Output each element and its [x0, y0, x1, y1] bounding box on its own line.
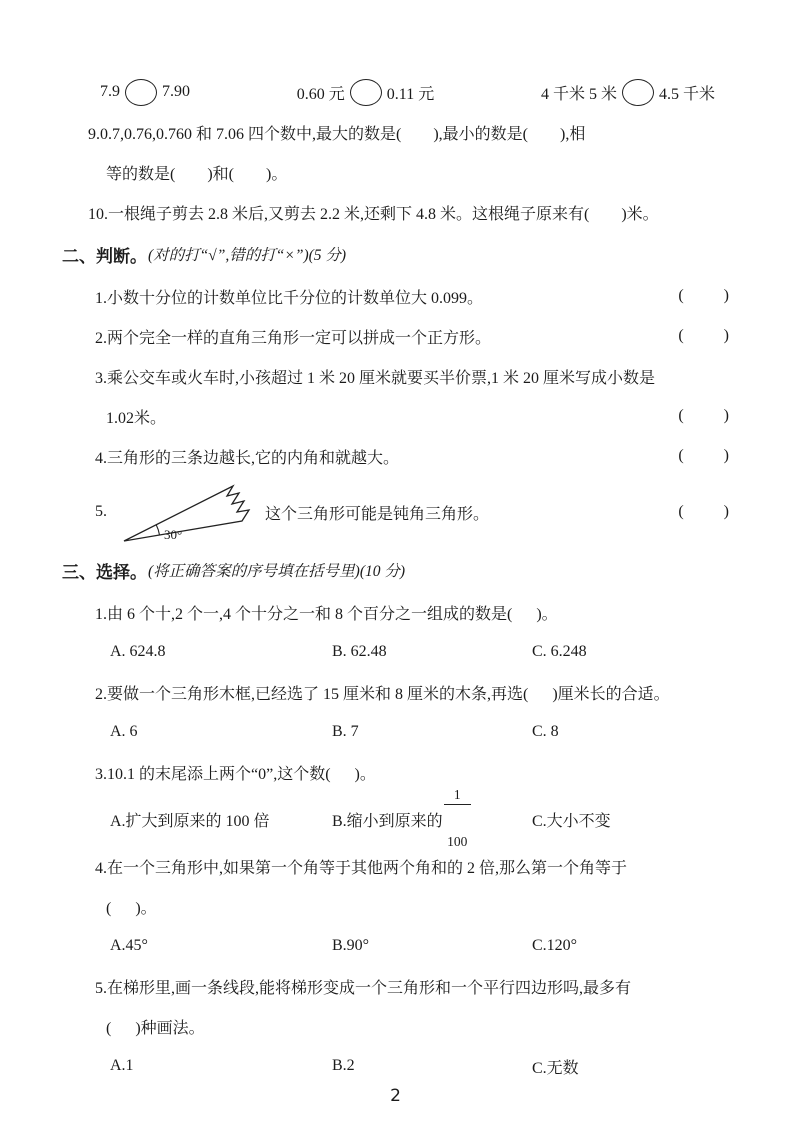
option-c: C.无数	[532, 1059, 579, 1077]
choice-1-options	[62, 632, 729, 672]
option-c: C.大小不变	[532, 812, 611, 830]
question-text: 4.在一个三角形中,如果第一个角等于其他两个角和的 2 倍,那么第一个角等于	[95, 859, 628, 877]
answer-bracket: ( )种画法。	[106, 1019, 205, 1037]
option-c: C.120°	[532, 937, 578, 954]
option-c: C. 8	[532, 723, 559, 740]
option-a: A. 624.8	[110, 643, 166, 660]
answer-bracket: ( )	[678, 287, 729, 304]
option-c: C. 6.248	[532, 643, 587, 660]
choice-question-5	[62, 966, 729, 1006]
question-text: 9.0.7,0.76,0.760 和 7.06 四个数中,最大的数是( ),最小的数是( ),相	[88, 125, 586, 143]
answer-bracket: ( )	[678, 407, 729, 424]
fill-question-10	[62, 192, 729, 232]
option-b: B. 7	[332, 723, 359, 740]
page-number-value: 2	[390, 1086, 401, 1106]
option-b: B.90°	[332, 937, 370, 954]
fraction-numerator: 1	[444, 788, 471, 805]
choice-question-1	[62, 592, 729, 632]
angle-label: 30°	[164, 527, 183, 542]
compare-right-value: 4.5 千米	[658, 85, 715, 103]
section-title: 三、选择。	[62, 562, 147, 582]
judge-item-2	[62, 316, 729, 356]
comparison-circle	[350, 79, 382, 106]
compare-left-value: 7.9	[100, 83, 120, 100]
choice-question-4-continued	[62, 886, 729, 926]
choice-3-options	[62, 786, 729, 850]
option-a: A.1	[110, 1057, 134, 1074]
fill-question-9	[62, 112, 729, 152]
compare-left-value: 0.60 元	[296, 85, 345, 103]
question-text: 等的数是( )和( )。	[106, 165, 288, 183]
page-number	[62, 1086, 729, 1121]
section-3-header	[62, 548, 729, 592]
question-text: 这个三角形可能是钝角三角形。	[265, 505, 490, 523]
question-text: 2.要做一个三角形木框,已经选了 15 厘米和 8 厘米的木条,再选( )厘米长的合适。	[95, 685, 670, 703]
question-text: 3.10.1 的末尾添上两个“0”,这个数( )。	[95, 765, 376, 783]
question-text: 2.两个完全一样的直角三角形一定可以拼成一个正方形。	[95, 329, 492, 347]
question-text: 1.02米。	[106, 409, 167, 427]
compare-left-value: 4 千米 5 米	[540, 85, 617, 103]
section-note: (将正确答案的序号填在括号里)(10 分)	[148, 563, 406, 580]
question-text: 4.三角形的三条边越长,它的内角和就越大。	[95, 449, 400, 467]
option-b-text: B.缩小到原来的	[332, 812, 443, 830]
answer-bracket: ( )。	[106, 899, 157, 917]
question-text: 10.一根绳子剪去 2.8 米后,又剪去 2.2 米,还剩下 4.8 米。这根绳子原来有( )米。	[88, 205, 659, 223]
compare-item-3	[541, 79, 715, 106]
compare-row	[62, 72, 729, 112]
torn-triangle-figure	[121, 480, 255, 544]
compare-right-value: 7.90	[162, 83, 190, 100]
comparison-circle	[622, 79, 654, 106]
choice-question-5-continued	[62, 1006, 729, 1046]
choice-question-2	[62, 672, 729, 712]
option-b: B. 62.48	[332, 643, 387, 660]
judge-item-5	[62, 476, 729, 548]
option-b: B.2	[332, 1057, 355, 1074]
fraction-denominator: 100	[447, 834, 468, 850]
judge-item-3	[62, 356, 729, 396]
choice-5-options	[62, 1046, 729, 1086]
option-a: A. 6	[110, 723, 138, 740]
question-text: 1.由 6 个十,2 个一,4 个十分之一和 8 个百分之一组成的数是( )。	[95, 605, 558, 623]
angle-arc	[156, 525, 159, 535]
choice-4-options	[62, 926, 729, 966]
section-2-header	[62, 232, 729, 276]
option-a: A.扩大到原来的 100 倍	[110, 812, 270, 830]
question-text: 5.在梯形里,画一条线段,能将梯形变成一个三角形和一个平行四边形吗,最多有	[95, 979, 632, 997]
triangle-outline	[124, 486, 249, 541]
option-a: A.45°	[110, 937, 148, 954]
answer-bracket: ( )	[678, 327, 729, 344]
answer-bracket: ( )	[678, 447, 729, 464]
fill-question-9-continued	[62, 152, 729, 192]
section-title: 二、判断。	[62, 246, 147, 266]
judge-item-1	[62, 276, 729, 316]
comparison-circle	[125, 79, 157, 106]
section-note: (对的打“√”,错的打“×”)(5 分)	[148, 247, 347, 264]
question-number: 5.	[95, 503, 107, 520]
judge-item-4	[62, 436, 729, 476]
question-text: 3.乘公交车或火车时,小孩超过 1 米 20 厘米就要买半价票,1 米 20 厘米写成小数是	[95, 369, 656, 387]
compare-item-2	[297, 79, 434, 106]
judge-item-3-continued	[62, 396, 729, 436]
answer-bracket: ( )	[678, 503, 729, 520]
compare-right-value: 0.11 元	[386, 85, 435, 103]
question-text: 1.小数十分位的计数单位比千分位的计数单位大 0.099。	[95, 289, 484, 307]
choice-2-options	[62, 712, 729, 752]
compare-item-1	[100, 79, 190, 106]
